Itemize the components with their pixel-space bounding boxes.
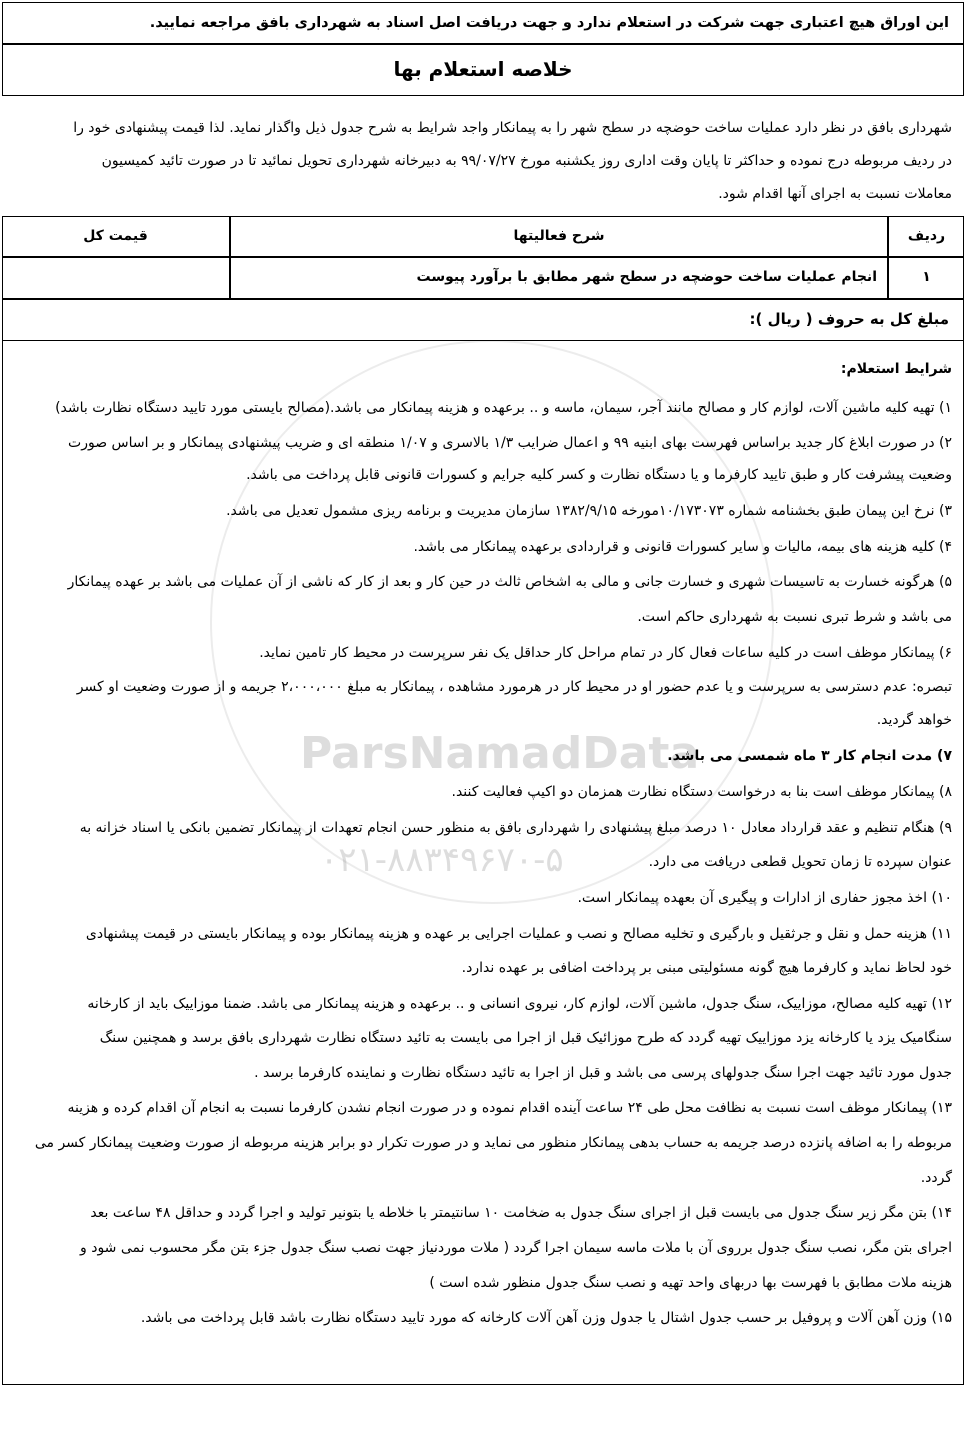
condition-line: ۵) هرگونه خسارت به تاسیسات شهری و خسارت جانی و مالی به اشخاص ثالث در حین کار و بعد از کار که ناشی از آن عملیات می باشد بر عهده پیمانکار	[67, 574, 952, 590]
intro-line: شهرداری بافق در نظر دارد عملیات ساخت حوضچه در سطح شهر را به پیمانکار واجد شرایط به شرح جدول ذیل واگذار نماید. لذا قیمت پیشنهادی خود را	[73, 120, 952, 136]
condition-line: ۳) نرخ این پیمان طبق بخشنامه شماره ۱۰/۱۷۳۰۷۳مورخه ۱۳۸۲/۹/۱۵ سازمان مدیریت و برنامه ریزی مشمول تعدیل می باشد.	[226, 503, 952, 519]
table-row-number: ۱	[922, 269, 931, 285]
header-total-price: قیمت کل	[83, 228, 148, 244]
notice-box	[2, 2, 964, 44]
condition-line: ۱۳) پیمانکار موظف است نسبت به نظافت محل طی ۲۴ ساعت آینده اقدام نموده و در صورت انجام نشدن کارفرما نسبت به انجام آن اقدام کرده و هزینه	[67, 1100, 952, 1116]
condition-line: جدول مورد تائید جهت اجرا سنگ جدولهای پرسی می باشد و قبل از اجرا به تائید دستگاه نظارت و نماینده کارفرما برسد .	[254, 1065, 952, 1081]
notice-text: این اوراق هیچ اعتباری جهت شرکت در استعلام ندارد و جهت دریافت اصل اسناد به شهرداری بافق مراجعه نمایید.	[149, 15, 949, 31]
header-row-number: ردیف	[907, 228, 946, 244]
watermark-brand: ParsNamadData	[300, 728, 700, 779]
condition-line: تبصره: عدم دسترسی به سرپرست و یا عدم حضور او در محیط کار در هرمورد مشاهده ، پیمانکار به مبلغ ۲،۰۰۰،۰۰۰ جریمه و از صورت وضعیت او کسر	[76, 679, 952, 695]
condition-line: مربوطه را به اضافه پانزده درصد جریمه به حساب بدهی پیمانکار منظور می نماید و در صورت تکرار دو برابر هزینه مربوطه از صورت وضعیت پیمانکار کسر می	[34, 1135, 952, 1151]
condition-line: ۸) پیمانکار موظف است بنا به درخواست دستگاه نظارت همزمان دو اکیپ فعالیت کنند.	[451, 784, 952, 800]
condition-line: می باشد و شرط تبری نسبت به شهرداری حاکم است.	[637, 609, 952, 625]
condition-line: ۱۵) وزن آهن آلات و پروفیل بر حسب جدول اشتال یا جدول وزن آهن آلات کارخانه که مورد تایید دستگاه نظارت باشد قابل پرداخت می باشد.	[140, 1310, 952, 1326]
condition-line: اجرای بتن مگر، نصب سنگ جدول برروی آن با ملات ماسه سیمان اجرا گردد ( ملات موردنیاز جهت نصب سنگ جدول جزء بتن مگر محسوب نمی شود و	[80, 1240, 952, 1256]
condition-line: ۹) هنگام تنظیم و عقد قرارداد معادل ۱۰ درصد مبلغ پیشنهادی را شهرداری بافق به منظور حسن انجام تعهدات از پیمانکار تضمین بانکی یا اسناد خزانه به	[79, 820, 952, 836]
intro-line: معاملات نسبت به اجرای آنها اقدام شود.	[718, 186, 952, 202]
header-description: شرح فعالیتها	[513, 228, 605, 244]
condition-line: ۱۲) تهیه کلیه مصالح، موزاییک، سنگ جدول، ماشین آلات، لوازم کار، نیروی انسانی و .. برعهده و هزینه پیمانکار می باشد. ضمنا موزاییک باید از کارخانه	[87, 996, 952, 1012]
condition-line: ۱۴) بتن مگر زیر سنگ جدول می بایست قبل از اجرای سنگ جدول به ضخامت ۱۰ سانتیمتر با خلاطه یا بتونیر تولید و اجرا گردد و حداقل ۴۸ ساعت بعد	[90, 1205, 952, 1221]
condition-line: خود لحاظ نماید و کارفرما هیچ گونه مسئولیتی مبنی بر پرداخت اضافی بر عهده ندارد.	[461, 960, 952, 976]
condition-line: ۷) مدت انجام کار ۳ ماه شمسی می باشد.	[667, 748, 952, 764]
condition-line: عنوان سپرده تا زمان تحویل قطعی دریافت می دارد.	[648, 854, 952, 870]
intro-line: در ردیف مربوطه درج نموده و حداکثر تا پایان وقت اداری روز یکشنبه مورخ ۹۹/۰۷/۲۷ به دبیرخانه شهرداری تحویل نمائید تا در صورت تائید کمیسیون	[101, 153, 952, 169]
condition-line: ۱۱) هزینه حمل و نقل و جرثقیل و بارگیری و تخلیه مصالح و نصب و عملیات اجرایی بر عهده و هزینه پیمانکار بوده و پیمانکار بایستی در قیمت پیشنهادی	[85, 926, 952, 942]
page-title: خلاصه استعلام بها	[393, 57, 573, 81]
condition-line: وضعیت پیشرفت کار و طبق تایید کارفرما و یا دستگاه نظارت و کسر کلیه جرایم و کسورات قانونی قابل پرداخت می باشد.	[246, 467, 952, 483]
condition-line: خواهد گردید.	[876, 712, 952, 728]
conditions-title: شرایط استعلام:	[840, 361, 952, 377]
condition-line: گردد.	[920, 1170, 952, 1186]
total-amount-label: مبلغ کل به حروف ( ریال ):	[749, 310, 949, 328]
condition-line: هزینه ملات مطابق با فهرست بها دربهای واحد تهیه و نصب سنگ جدول منظور شده است )	[429, 1275, 952, 1291]
title-box	[2, 44, 964, 96]
condition-line: ۲) در صورت ابلاغ کار جدید براساس فهرست بهای ابنیه ۹۹ و اعمال ضرایب ۱/۳ بالاسری و ۱/۰۷ منطقه ای و ضریب پیشنهادی پیمانکار و بر اساس صورت	[68, 435, 952, 451]
condition-line: سنگامیک یزد یا کارخانه یزد موزاییک تهیه گردد که طرح موزائیک قبل از اجرا می بایست به تائید دستگاه نظارت شهرداری بافق برسد و همچنین سنگ	[99, 1030, 952, 1046]
total-amount-box	[2, 299, 964, 341]
condition-line: ۴) کلیه هزینه های بیمه، مالیات و سایر کسورات قانونی و قراردادی برعهده پیمانکار می باشد.	[413, 539, 952, 555]
table-row-description: انجام عملیات ساخت حوضچه در سطح شهر مطابق با برآورد پیوست	[416, 269, 877, 285]
watermark-phone: ۰۲۱-۸۸۳۴۹۶۷۰-۵	[320, 840, 564, 880]
condition-line: ۶) پیمانکار موظف است در کلیه ساعات فعال کار در تمام مراحل کار حداقل یک نفر سرپرست در محیط کار تامین نماید.	[259, 645, 952, 661]
condition-line: ۱۰) اخذ مجوز حفاری از ادارات و پیگیری آن بعهده پیمانکار است.	[577, 890, 952, 906]
condition-line: ۱) تهیه کلیه ماشین آلات، لوازم کار و مصالح مانند آجر، سیمان، ماسه و .. برعهده و هزینه پیمانکار می باشد.(مصالح بایستی مورد تایید دستگاه نظارت باشد)	[55, 400, 952, 416]
